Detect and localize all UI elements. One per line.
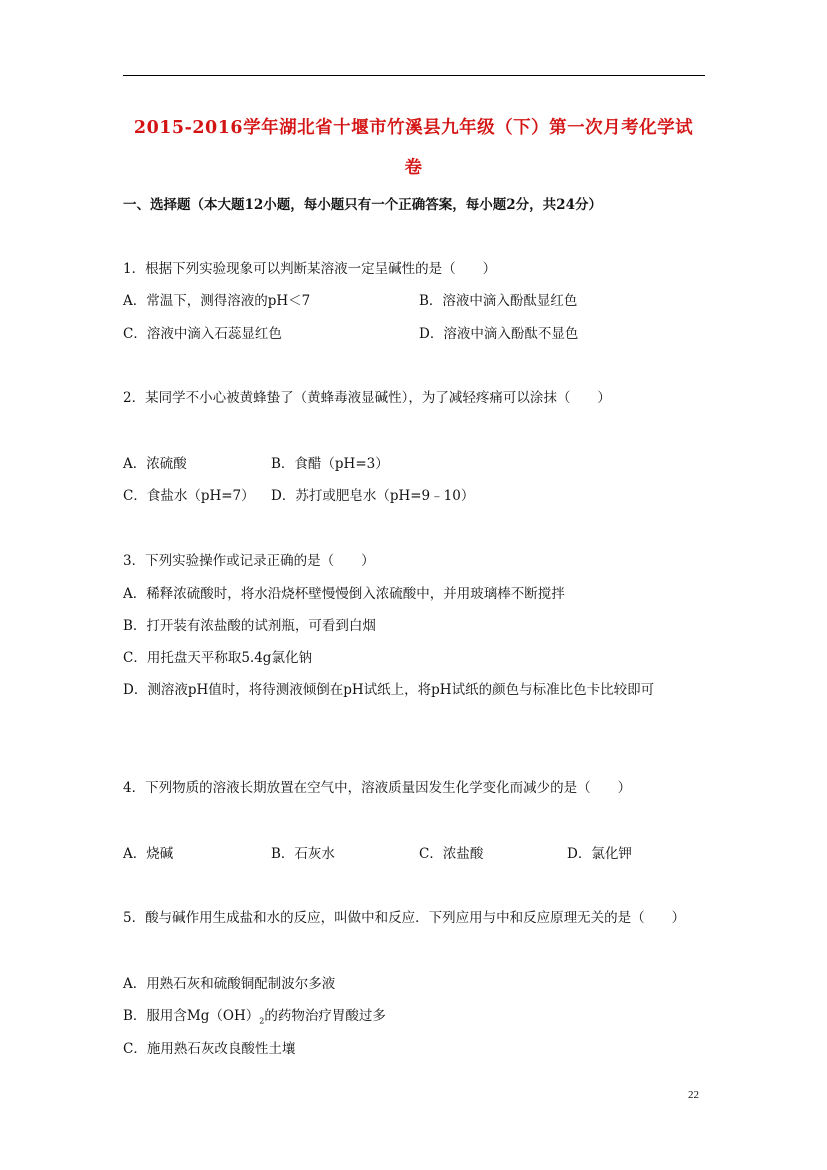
question-5-stem: 5．酸与碱作用生成盐和水的反应，叫做中和反应．下列应用与中和反应原理无关的是（ ） xyxy=(123,910,686,926)
question-4-option-c: C．浓盐酸 xyxy=(419,846,484,862)
question-4-option-a: A．烧碱 xyxy=(123,846,174,862)
question-5-option-a: A．用熟石灰和硫酸铜配制波尔多液 xyxy=(123,976,336,992)
question-5-option-b-subscript: 2 xyxy=(259,1016,265,1026)
question-5-option-b-suffix: 的药物治疗胃酸过多 xyxy=(264,1008,386,1024)
question-4-option-b: B．石灰水 xyxy=(271,846,335,862)
question-2-option-b: B．食醋（pH=3） xyxy=(271,456,389,472)
question-5-option-b xyxy=(123,1007,386,1031)
question-3-option-b: B．打开装有浓盐酸的试剂瓶，可看到白烟 xyxy=(123,618,376,634)
question-1-option-d: D．溶液中滴入酚酞不显色 xyxy=(419,326,579,342)
section-heading: 一、选择题（本大题12小题，每小题只有一个正确答案，每小题2分，共24分） xyxy=(123,197,602,213)
question-2-stem: 2．某同学不小心被黄蜂蛰了（黄蜂毒液显碱性），为了减轻疼痛可以涂抹（ ） xyxy=(123,390,611,406)
question-3-option-a: A．稀释浓硫酸时，将水沿烧杯壁慢慢倒入浓硫酸中，并用玻璃棒不断搅拌 xyxy=(123,586,565,602)
question-5-option-c: C．施用熟石灰改良酸性土壤 xyxy=(123,1041,296,1057)
question-2-option-a: A．浓硫酸 xyxy=(123,456,187,472)
question-1-option-a: A．常温下，测得溶液的pH＜7 xyxy=(123,293,311,309)
question-3-option-c: C．用托盘天平称取5.4g氯化钠 xyxy=(123,650,312,666)
question-3-stem: 3．下列实验操作或记录正确的是（ ） xyxy=(123,553,375,569)
question-4-option-d: D．氯化钾 xyxy=(567,846,632,862)
question-2-option-c: C．食盐水（pH=7） xyxy=(123,488,255,504)
question-3-option-d: D．测溶液pH值时，将待测液倾倒在pH试纸上，将pH试纸的颜色与标准比色卡比较即可 xyxy=(123,682,655,698)
page-title-line2: 卷 xyxy=(404,158,423,178)
page-number: 22 xyxy=(688,1089,699,1101)
question-1-option-b: B．溶液中滴入酚酞显红色 xyxy=(419,293,578,309)
question-2-option-d: D．苏打或肥皂水（pH=9﹣10） xyxy=(271,488,475,504)
page-title-line1: 2015-2016学年湖北省十堰市竹溪县九年级（下）第一次月考化学试 xyxy=(133,118,694,138)
question-1-option-c: C．溶液中滴入石蕊显红色 xyxy=(123,326,282,342)
question-1-stem: 1．根据下列实验现象可以判断某溶液一定呈碱性的是（ ） xyxy=(123,261,497,277)
question-4-stem: 4．下列物质的溶液长期放置在空气中，溶液质量因发生化学变化而减少的是（ ） xyxy=(123,780,632,796)
header-rule xyxy=(123,75,705,76)
question-5-option-b-text: B．服用含Mg（OH） xyxy=(123,1008,260,1024)
